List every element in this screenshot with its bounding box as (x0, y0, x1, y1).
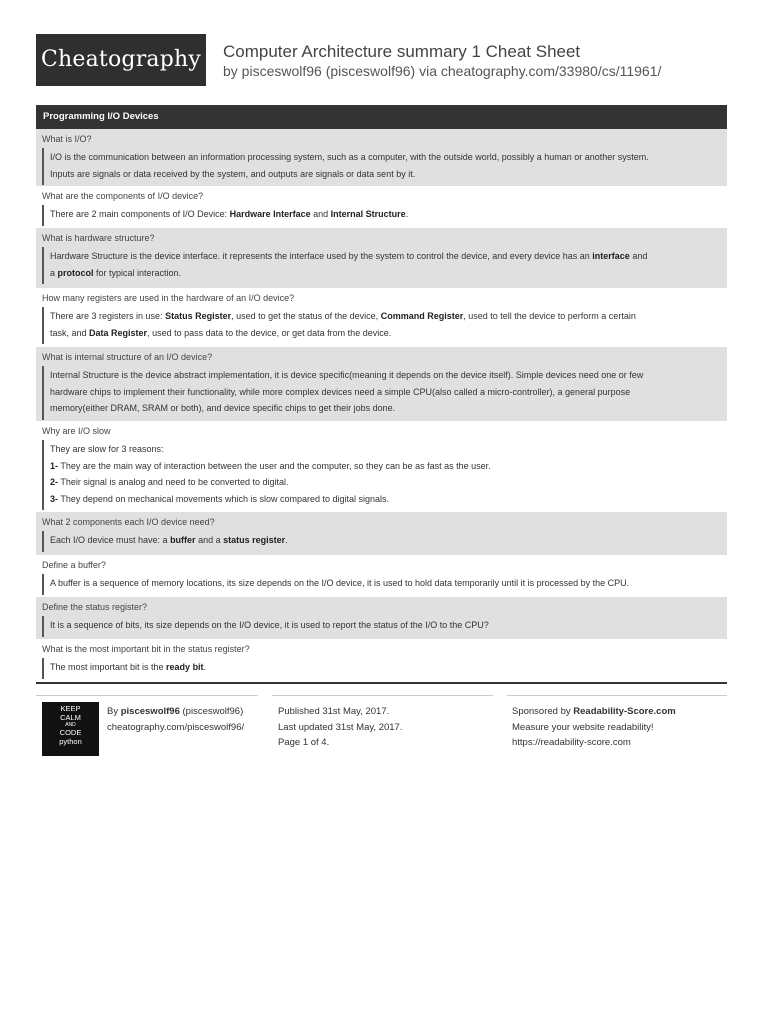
answer-line: hardware chips to implement their functionality, while more complex devices need a simple CPU(also called a micro-controller), a general purpose (50, 386, 631, 397)
answer-line: Internal Structure is the device abstract implementation, it is device specific(meaning it depends on the device itself). Simple devices need one or few (50, 370, 644, 380)
answer-text: and a (195, 535, 224, 545)
answer (42, 148, 721, 185)
footer-divider (272, 695, 493, 696)
author-prefix: By (107, 706, 121, 717)
answer-line (50, 248, 713, 265)
answer-term: Hardware Interface (229, 209, 311, 219)
sponsor-info (512, 704, 676, 751)
answer-text: There are 2 main components of I/O Device: (50, 209, 230, 219)
answer (42, 531, 721, 552)
author-handle: (pisceswolf96) (179, 706, 244, 717)
answer-text: Hardware Structure is the device interface. it represents the interface used by the system to control the device, and every device has an (50, 251, 593, 261)
answer-term: ready bit (166, 662, 204, 672)
badge-text: KEEP (60, 704, 81, 713)
answer-text: . (203, 662, 207, 672)
badge-text: CALM (60, 713, 81, 722)
section-title: Programming I/O Devices (36, 105, 727, 129)
qa-block (36, 347, 727, 421)
answer-line (50, 325, 713, 342)
answer-text: task, and (50, 327, 90, 338)
answer-term: status register (223, 535, 286, 545)
answer-term: Command Register (380, 311, 464, 321)
answer (42, 205, 721, 226)
question: What is internal structure of an I/O device? (42, 352, 213, 362)
answer (42, 440, 721, 510)
sponsor-tagline: Measure your website readability! (512, 721, 654, 733)
answer-term: Data Register (89, 327, 148, 338)
question: Why are I/O slow (42, 426, 111, 436)
question: What is I/O? (42, 134, 92, 144)
qa-block (36, 129, 727, 186)
badge-text: python (59, 737, 82, 746)
published-date: Published 31st May, 2017. (278, 706, 390, 717)
answer-text: They are the main way of interaction between the user and the computer, so they can be as fast as the user. (58, 460, 491, 471)
author-line (107, 704, 244, 720)
question: What are the components of I/O device? (42, 191, 204, 201)
author-avatar[interactable] (42, 702, 99, 756)
question: Define a buffer? (42, 560, 106, 570)
cheatography-logo[interactable]: Cheatography (36, 34, 206, 86)
answer-line: They are slow for 3 reasons: (50, 444, 164, 454)
answer-line (50, 265, 713, 282)
sponsor-prefix: Sponsored by (512, 706, 574, 717)
qa-block (36, 555, 727, 597)
qa-block (36, 421, 727, 512)
answer-text: , used to get the status of the device, (231, 311, 381, 321)
footer-divider (36, 695, 258, 696)
answer-text: , used to tell the device to perform a certain (463, 311, 636, 321)
sponsor-link[interactable]: Readability-Score.com (573, 706, 676, 717)
answer-term: buffer (170, 535, 196, 545)
qa-block (36, 512, 727, 555)
list-number: 1- (50, 460, 59, 471)
qa-block (36, 597, 727, 639)
sponsor-line (512, 704, 676, 720)
badge-text: AND (65, 722, 76, 728)
author-name-link[interactable]: pisceswolf96 (120, 706, 180, 717)
answer-line (50, 308, 713, 325)
footer-divider (507, 695, 727, 696)
sponsor-url[interactable]: https://readability-score.com (512, 737, 631, 748)
answer-text: The most important bit is the (50, 662, 167, 672)
answer-text: and (629, 251, 648, 261)
answer: A buffer is a sequence of memory locations, its size depends on the I/O device, it is used to hold data temporarily until it is processed by the CPU. (42, 574, 721, 595)
answer (42, 307, 721, 344)
question: What is the most important bit in the status register? (42, 644, 250, 654)
answer-line: I/O is the communication between an information processing system, such as a computer, with the outside world, possibly a human or another system. (50, 152, 649, 162)
question: How many registers are used in the hardware of an I/O device? (42, 293, 295, 303)
qa-block (36, 288, 727, 347)
list-number: 2- (50, 477, 59, 487)
question: What 2 components each I/O device need? (42, 517, 215, 527)
answer (42, 658, 721, 679)
answer-text: Their signal is analog and need to be converted to digital. (58, 477, 289, 487)
answer-term: Internal Structure (330, 209, 406, 219)
badge-text: CODE (59, 728, 82, 737)
page-number: Page 1 of 4. (278, 737, 330, 748)
qa-block (36, 186, 727, 228)
author-profile-link[interactable]: cheatography.com/pisceswolf96/ (107, 721, 245, 733)
byline: by pisceswolf96 (pisceswolf96) via cheatography.com/33980/cs/11961/ (223, 63, 662, 79)
answer-line (50, 474, 713, 491)
question: Define the status register? (42, 602, 148, 612)
answer-text: . (405, 209, 409, 219)
author-info (107, 704, 244, 735)
page-title: Computer Architecture summary 1 Cheat Sheet (223, 42, 581, 61)
answer (42, 247, 721, 284)
list-number: 3- (50, 493, 59, 504)
answer-text: and (310, 209, 331, 219)
answer-line: Inputs are signals or data received by the system, and outputs are signals or data sent by it. (50, 168, 416, 179)
updated-date: Last updated 31st May, 2017. (278, 721, 403, 733)
answer-text: Each I/O device must have: a (50, 535, 171, 545)
question: What is hardware structure? (42, 233, 155, 243)
qa-block (36, 228, 727, 288)
qa-block (36, 639, 727, 682)
answer-text: . (285, 535, 288, 545)
answer-text: for typical interaction. (93, 267, 182, 278)
answer-term: Status Register (165, 311, 232, 321)
answer-text: They depend on mechanical movements which is slow compared to digital signals. (58, 493, 390, 504)
section-programming-io (36, 105, 727, 684)
answer: It is a sequence of bits, its size depends on the I/O device, it is used to report the status of the I/O to the CPU? (42, 616, 721, 637)
answer-line (50, 491, 713, 508)
answer-term: interface (592, 251, 630, 261)
answer (42, 366, 721, 420)
answer-text: There are 3 registers in use: (50, 311, 166, 321)
answer-term: protocol (57, 267, 94, 278)
publish-info (278, 704, 402, 751)
answer-line (50, 458, 713, 475)
answer-text: , used to pass data to the device, or get data from the device. (147, 327, 392, 338)
answer-line: memory(either DRAM, SRAM or both), and device specific chips to get their jobs done. (50, 403, 396, 413)
answer-text: a (50, 267, 58, 278)
